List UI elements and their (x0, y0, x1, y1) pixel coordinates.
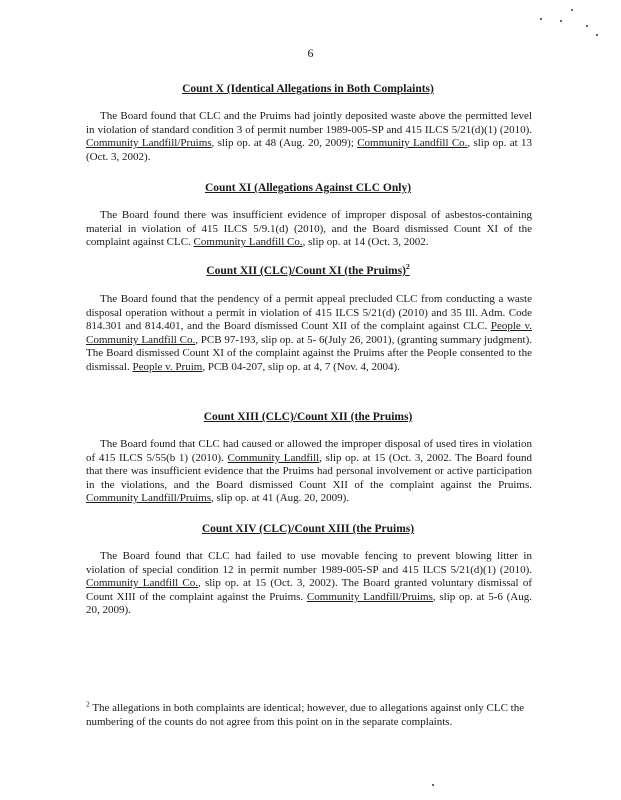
body-text: The Board found that CLC had caused or allowed the improper disposal of used tires in violation of 415 ILCS 5/55(b 1) (2010). (86, 438, 532, 464)
case-citation: People v. Community Landfill Co. (86, 320, 532, 346)
footnote (86, 701, 532, 729)
body-text: , slip op. at 13 (Oct. 3, 2002). (86, 137, 532, 163)
footnote-marker: 2 (86, 699, 90, 709)
body-text: , slip op. at 15 (Oct. 3, 2002. The Board found that there was insufficient evidence that the Pruims had personal involvement or active participation in the violations, and the Board dismissed Count XII of the complaint against the Pruims. (86, 451, 532, 491)
paragraph-count-xii (86, 293, 532, 375)
case-citation: People v. Pruim (132, 360, 203, 373)
footnote-reference: 2 (405, 262, 410, 272)
body-text: , slip op. at 41 (Aug. 20, 2009). (210, 492, 350, 505)
paragraph-count-xi (86, 209, 532, 250)
scan-speck (432, 784, 434, 786)
case-citation: Community Landfill Co. (357, 137, 468, 150)
scan-speck (571, 9, 573, 11)
case-citation: Community Landfill/Pruims (86, 137, 212, 150)
footnote-text: The allegations in both complaints are identical; however, due to allegations against only CLC the numbering of the counts do not agree from this point on in the separate complaints. (86, 702, 525, 728)
scan-speck (540, 18, 542, 20)
body-text: , PCB 97-193, slip op. at 5- 6(July 26, 2001), (granting summary judgment). The Board dismissed Count XI of the complaint against the Pruims after the People consented to the dismissal. (86, 333, 532, 373)
heading-count-x: Count X (Identical Allegations in Both Complaints) (182, 83, 434, 95)
body-text: The Board found that the pendency of a permit appeal precluded CLC from conducting a waste disposal operation without a permit in violation of 415 ILCS 5/21(d) (2010) and 35 Ill. Adm. Code 814.301 and 814.401, and the Board dismissed Count XII of the complaint against CLC. (86, 293, 532, 333)
heading-count-xii-text: Count XII (CLC)/Count XI (the Pruims) (206, 265, 406, 277)
scan-speck (596, 34, 598, 36)
paragraph-count-xiii (86, 438, 532, 506)
heading-count-xii (86, 262, 530, 277)
page-number: 6 (307, 46, 314, 60)
case-citation: Community Landfill (227, 451, 320, 464)
case-citation: Community Landfill/Pruims (86, 492, 211, 505)
body-text: , slip op. at 48 (Aug. 20, 2009); (211, 137, 358, 150)
paragraph-count-xiv (86, 550, 532, 618)
body-text: , slip op. at 15 (Oct. 3, 2002). The Board granted voluntary dismissal of Count XIII of the complaint against the Pruims. (86, 577, 532, 603)
heading-count-xi: Count XI (Allegations Against CLC Only) (204, 182, 412, 194)
body-text: The Board found that CLC and the Pruims had jointly deposited waste above the permitted level in violation of standard condition 3 of permit number 1989-005-SP and 415 ILCS 5/21(d)(1) (2010). (86, 110, 532, 136)
body-text: The Board found there was insufficient evidence of improper disposal of asbestos-containing material in violation of 415 ILCS 5/9.1(d) (2010), and the Board dismissed Count XI of the complaint against CLC. (86, 209, 532, 249)
paragraph-count-x (86, 110, 532, 164)
case-citation: Community Landfill Co. (193, 236, 303, 249)
body-text: The Board found that CLC had failed to use movable fencing to prevent blowing litter in violation of special condition 12 in permit number 1989-005-SP and 415 ILCS 5/21(d)(1) (2010). (86, 550, 532, 576)
body-text: , slip op. at 14 (Oct. 3, 2002. (302, 236, 429, 249)
scan-speck (586, 25, 588, 27)
case-citation: Community Landfill Co. (86, 577, 198, 590)
body-text: , PCB 04-207, slip op. at 4, 7 (Nov. 4, 2004). (202, 360, 400, 373)
scan-speck (560, 20, 562, 22)
heading-count-xiii: Count XIII (CLC)/Count XII (the Pruims) (203, 411, 413, 423)
heading-count-xiv: Count XIV (CLC)/Count XIII (the Pruims) (201, 523, 415, 535)
case-citation: Community Landfill/Pruims (306, 590, 433, 603)
body-text: , slip op. at 5-6 (Aug. 20, 2009). (86, 590, 532, 617)
